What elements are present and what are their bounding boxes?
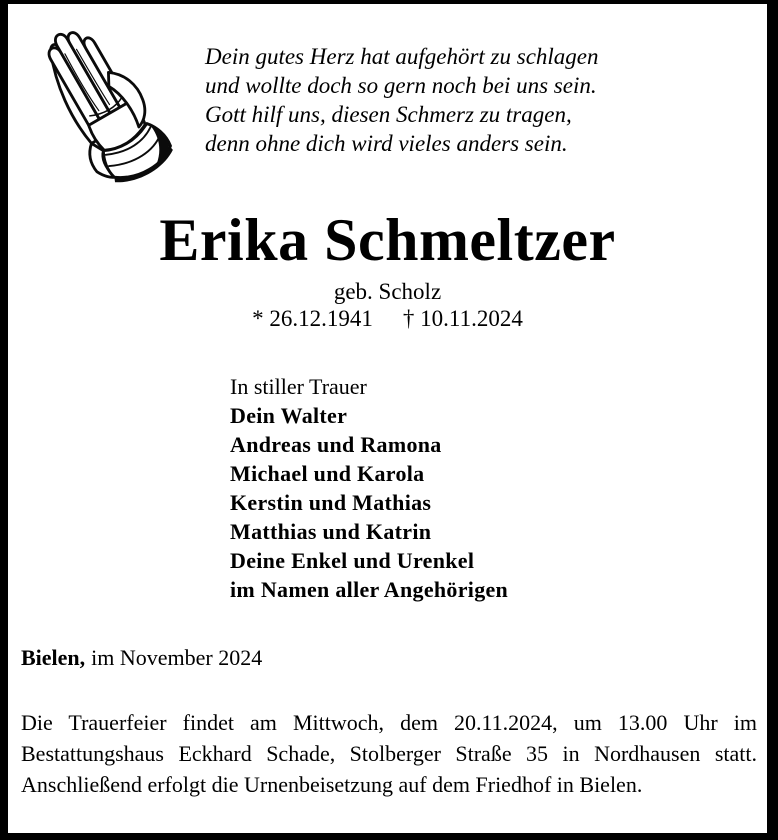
funeral-line: Anschließend erfolgt die Urnenbeisetzung auf dem Friedhof in Bielen. [21,772,643,797]
verse-line: und wollte doch so gern noch bei uns sein. [205,73,597,98]
life-dates [8,306,767,332]
birth-date: * 26.12.1941 [252,306,373,331]
verse-line: denn ohne dich wird vieles anders sein. [205,131,568,156]
mourner-line: Michael und Karola [230,461,425,486]
mourner-line: Kerstin und Mathias [230,490,432,515]
mourner-line: Matthias und Katrin [230,519,432,544]
mourner-line: Dein Walter [230,403,348,428]
funeral-line: Die Trauerfeier findet am Mittwoch, dem 20.11.2024, um 13.00 Uhr im [21,710,757,735]
verse-line: Dein gutes Herz hat aufgehört zu schlagen [205,44,599,69]
mourner-line: Deine Enkel und Urenkel [230,548,475,573]
mourner-line: Andreas und Ramona [230,432,442,457]
memorial-verse [205,42,599,158]
place-date-line [21,644,262,672]
death-date: † 10.11.2024 [402,306,523,331]
mourner-line: im Namen aller Angehörigen [230,577,509,602]
praying-hands-icon [14,6,206,200]
mourners-block [230,372,508,604]
deceased-name: Erika Schmeltzer [159,207,616,273]
maiden-name: geb. Scholz [333,279,442,304]
verse-line: Gott hilf uns, diesen Schmerz zu tragen, [205,102,572,127]
place-month: im November 2024 [91,645,263,670]
funeral-info [21,707,757,800]
mourning-intro: In stiller Trauer [230,374,367,399]
funeral-line: Bestattungshaus Eckhard Schade, Stolberger Straße 35 in Nordhausen statt. [21,741,757,766]
place-name: Bielen, [21,645,86,670]
